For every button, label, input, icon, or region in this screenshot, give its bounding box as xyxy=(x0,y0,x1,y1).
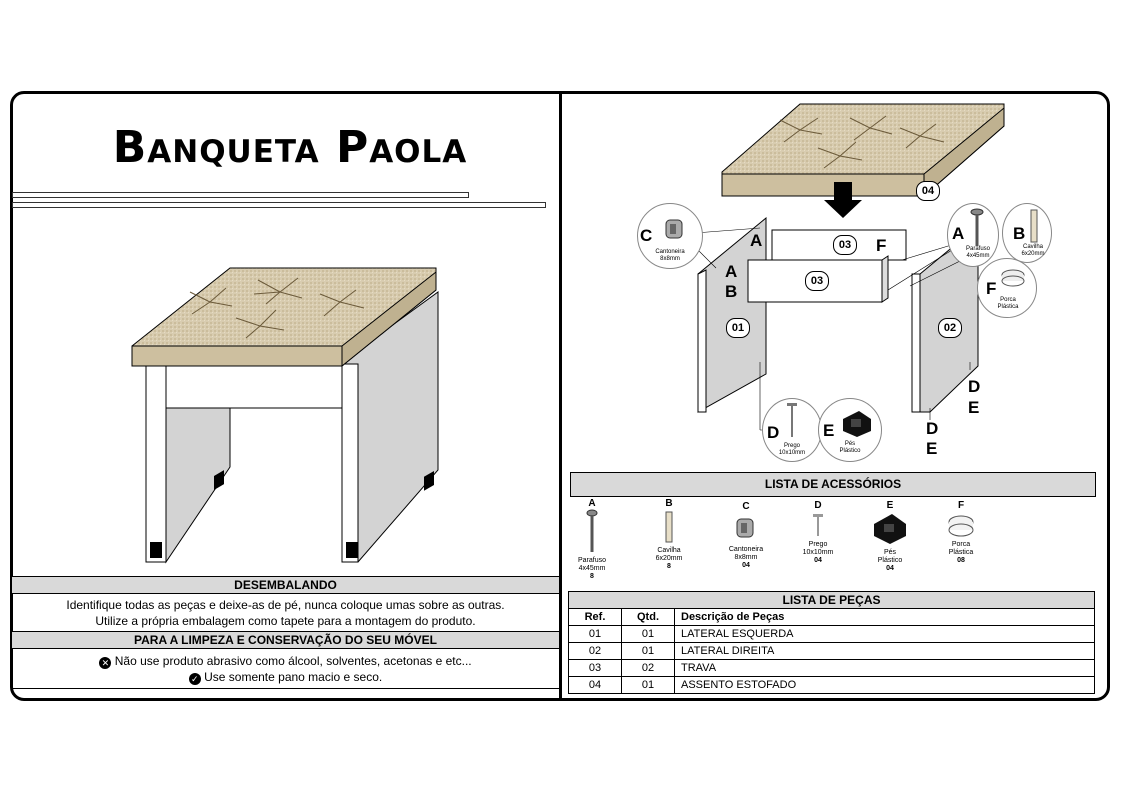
rail-front-part-number: 03 xyxy=(805,271,829,291)
row-desc: ASSENTO ESTOFADO xyxy=(675,677,1095,694)
row-ref: 02 xyxy=(569,643,622,660)
unpacking-line-2: Utilize a própria embalagem como tapete para a montagem do produto. xyxy=(95,614,476,628)
unpacking-heading: DESEMBALANDO xyxy=(12,576,559,594)
accessory-a-qty: 8 xyxy=(590,573,594,580)
plastic-nut-icon xyxy=(1000,267,1026,287)
accessory-f-qty: 08 xyxy=(957,557,965,564)
label-e-right: E xyxy=(968,398,980,417)
accessory-e-size: Plástico xyxy=(877,557,903,564)
callout-e-letter: E xyxy=(823,421,835,440)
title-rule-lower xyxy=(12,202,546,208)
care-heading: PARA A LIMPEZA E CONSERVAÇÃO DO SEU MÓVEL xyxy=(12,631,559,649)
accessory-c-size: 8x8mm xyxy=(734,554,758,561)
row-desc: TRAVA xyxy=(675,660,1095,677)
accessory-d-qty: 04 xyxy=(814,557,822,564)
accessories-heading: LISTA DE ACESSÓRIOS xyxy=(570,472,1096,497)
accessory-e-name: Pés xyxy=(883,549,897,556)
plastic-foot-icon xyxy=(872,512,908,546)
accessory-f-name: Porca xyxy=(951,541,971,548)
title-rule-upper xyxy=(12,192,469,198)
accessory-f xyxy=(931,502,991,565)
label-f-rail: F xyxy=(876,236,887,255)
table-row xyxy=(569,643,1095,660)
accessory-b-name: Cavilha xyxy=(657,547,681,554)
accessory-b-qty: 8 xyxy=(667,563,671,570)
label-a-lower: A xyxy=(725,262,738,281)
table-row xyxy=(569,677,1095,694)
callout-e-size: Plástico xyxy=(839,448,861,454)
accessory-d xyxy=(788,502,848,565)
x-circle-icon: ✕ xyxy=(99,657,111,669)
parts-table xyxy=(568,608,1095,694)
accessory-d-name: Prego xyxy=(808,541,828,548)
screw-icon xyxy=(970,208,984,248)
left-panel-part-number: 01 xyxy=(726,318,750,338)
column-divider xyxy=(559,91,562,701)
dowel-icon xyxy=(1029,210,1039,244)
rail-back-part-number: 03 xyxy=(833,235,857,255)
plastic-nut-icon xyxy=(947,512,975,538)
callout-e-pes xyxy=(818,398,882,462)
label-d-right: D xyxy=(968,377,981,396)
accessory-c-qty: 04 xyxy=(742,562,750,569)
plastic-foot-icon xyxy=(841,409,873,437)
nail-icon xyxy=(787,403,797,439)
callout-f-size: Plástica xyxy=(997,304,1019,310)
dowel-icon xyxy=(664,510,674,544)
accessory-d-size: 10x10mm xyxy=(802,549,834,556)
page-title: Banqueta Paola xyxy=(112,122,468,173)
row-ref: 04 xyxy=(569,677,622,694)
callout-c-name: Cantoneira xyxy=(655,249,685,255)
callout-f-letter: F xyxy=(986,279,997,298)
callout-b-name: Cavilha xyxy=(1022,244,1043,250)
accessory-f-letter: F xyxy=(957,500,965,511)
care-dont-text: Não use produto abrasivo como álcool, solventes, acetonas e etc... xyxy=(114,654,472,668)
callout-c-letter: C xyxy=(640,226,653,245)
accessory-a-letter: A xyxy=(588,498,596,509)
accessory-b-size: 6x20mm xyxy=(655,555,683,562)
row-desc: LATERAL DIREITA xyxy=(675,643,1095,660)
accessory-d-letter: D xyxy=(814,500,822,511)
row-ref: 01 xyxy=(569,626,622,643)
accessory-b-letter: B xyxy=(665,498,673,509)
parts-header-row xyxy=(569,609,1095,626)
col-ref: Ref. xyxy=(569,609,622,626)
callout-e-name: Pés xyxy=(844,441,856,447)
accessory-c xyxy=(716,503,776,570)
care-do-text: Use somente pano macio e seco. xyxy=(204,670,383,684)
accessory-e xyxy=(860,502,920,573)
col-qty: Qtd. xyxy=(622,609,675,626)
bracket-icon xyxy=(733,513,759,543)
accessory-e-qty: 04 xyxy=(886,565,894,572)
callout-d-letter: D xyxy=(767,423,780,442)
label-d-bottom: D xyxy=(926,419,939,438)
accessory-c-letter: C xyxy=(742,501,750,512)
callout-a-parafuso xyxy=(947,203,999,267)
parts-heading: LISTA DE PEÇAS xyxy=(568,591,1095,609)
label-e-bottom: E xyxy=(926,439,938,458)
callout-f-name: Porca xyxy=(1000,297,1016,303)
accessory-f-size: Plástica xyxy=(948,549,974,556)
accessory-a-name: Parafuso xyxy=(577,557,607,564)
callout-c-size: 8x8mm xyxy=(660,256,680,262)
left-bottom-rule xyxy=(12,688,559,689)
callout-a-letter: A xyxy=(952,224,965,243)
check-circle-icon: ✓ xyxy=(189,673,201,685)
callout-c-cantoneira xyxy=(637,203,703,269)
accessory-a-size: 4x45mm xyxy=(578,565,606,572)
callout-a-size: 4x45mm xyxy=(966,253,990,259)
right-panel-part-number: 02 xyxy=(938,318,962,338)
label-a-upper: A xyxy=(750,231,763,250)
seat-part-number: 04 xyxy=(916,181,940,201)
unpacking-line-1: Identifique todas as peças e deixe-as de pé, nunca coloque umas sobre as outras. xyxy=(66,598,505,612)
row-qty: 02 xyxy=(622,660,675,677)
care-do xyxy=(12,669,559,685)
callout-f-porca xyxy=(977,258,1037,318)
row-qty: 01 xyxy=(622,626,675,643)
accessory-b xyxy=(639,500,699,571)
callout-d-size: 10x10mm xyxy=(778,450,806,456)
label-b-lower: B xyxy=(725,282,738,301)
callout-b-size: 6x20mm xyxy=(1021,251,1045,257)
callout-b-letter: B xyxy=(1013,224,1026,243)
row-qty: 01 xyxy=(622,677,675,694)
accessory-c-name: Cantoneira xyxy=(728,546,764,553)
row-desc: LATERAL ESQUERDA xyxy=(675,626,1095,643)
col-desc: Descrição de Peças xyxy=(675,609,1095,626)
bracket-icon xyxy=(662,216,688,242)
callout-d-prego xyxy=(762,398,822,462)
callout-a-name: Parafuso xyxy=(965,246,990,252)
table-row xyxy=(569,626,1095,643)
accessory-e-letter: E xyxy=(886,500,894,511)
screw-icon xyxy=(586,510,598,554)
callout-d-name: Prego xyxy=(783,443,800,449)
table-row xyxy=(569,660,1095,677)
row-qty: 01 xyxy=(622,643,675,660)
assembled-stool-illustration xyxy=(110,262,450,572)
accessory-a xyxy=(562,500,622,581)
nail-icon xyxy=(813,512,823,538)
row-ref: 03 xyxy=(569,660,622,677)
callout-b-cavilha xyxy=(1002,203,1052,263)
care-dont xyxy=(12,653,559,669)
